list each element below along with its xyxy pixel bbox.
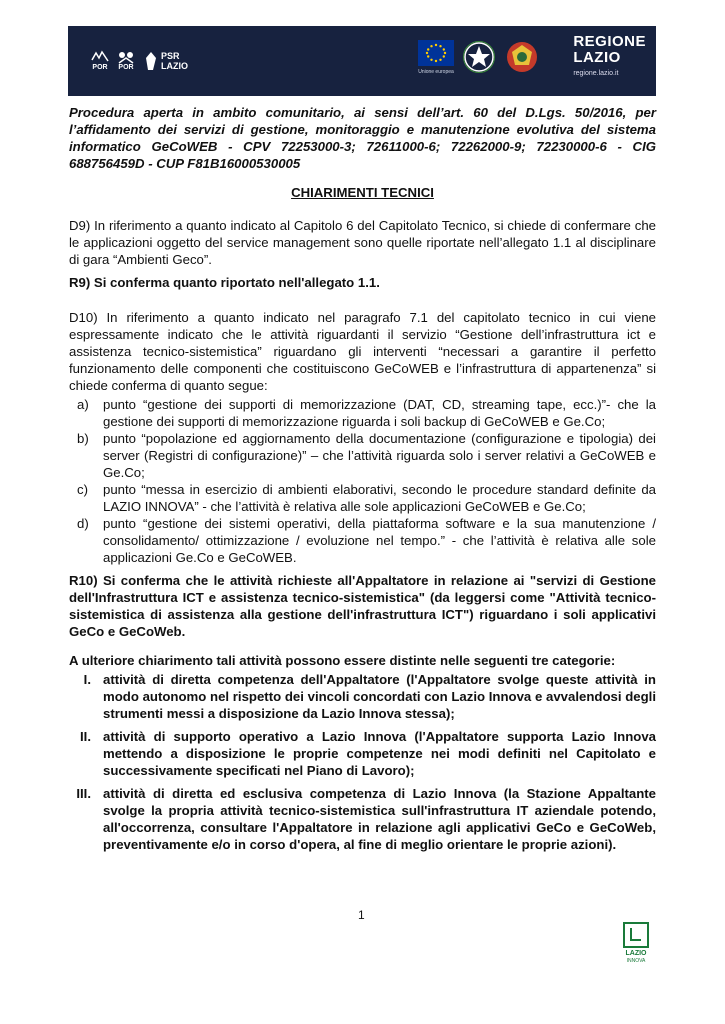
d10-list <box>69 396 656 566</box>
italian-republic-emblem <box>463 40 495 74</box>
page-title: CHIARIMENTI TECNICI <box>291 185 434 200</box>
question-d9: D9) In riferimento a quanto indicato al Capitolo 6 del Capitolato Tecnico, si chiede di confermare che le applicazioni oggetto del service management sono quelle riportate nell’allegato 1.1 al disciplinare di gara “Ambienti Geco”. <box>69 218 656 267</box>
list-item: d) punto “gestione dei sistemi operativi, della piattaforma software e la sua manutenzione / consolidamento/ ottimizzazione / evoluzione nel tempo.” - che l’attività è relativa alle sole applicazioni Ge.Co e GeCoWEB. <box>77 516 656 565</box>
categories-list <box>69 671 656 853</box>
list-item: b) punto “popolazione ed aggiornamento della documentazione (configurazione e tipologia) dei server (Registri di configurazione)” – che l’attività riguarda solo i server relativi a GeCoWEB e Ge.Co; <box>77 431 656 480</box>
answer-r9: R9) Si conferma quanto riportato nell'allegato 1.1. <box>69 275 380 290</box>
lazio-innova-logo: LAZIO INNOVA <box>618 922 654 964</box>
answer-r10: R10) Si conferma che le attività richieste all'Appaltatore in relazione ai "servizi di Gestione dell'Infrastruttura ICT e assistenza tecnico-sistemistica" (da leggersi come "Attività tecnico-sistemistica di assistenza alla gestione dell'infrastruttura ICT") riguardano i soli applicativi GeCo e GeCoWeb. <box>69 573 656 639</box>
fesr-logo: POR <box>90 50 110 72</box>
list-item: a) punto “gestione dei supporti di memorizzazione (DAT, CD, streaming tape, ecc.)”- che la gestione dei supporti di memorizzazione riguarda i soli backup di GeCoWEB e Ge.Co; <box>77 397 656 429</box>
procedure-intro: Procedura aperta in ambito comunitario, ai sensi dell’art. 60 del D.Lgs. 50/2016, per l’affidamento dei servizi di gestione, monitoraggio e manutenzione evolutiva del sistema informatico GeCoWEB - CPV 72253000-3; 72611000-6; 72262000-9; 72230000-6 - CIG 688756459D - CUP F81B16000530005 <box>69 105 656 171</box>
list-item: II. attività di supporto operativo a Lazio Innova (l'Appaltatore supporta Lazio Innova mettendo a disposizione le proprie competenze nei modi definiti nel Capitolato e successivamente specificati nel Piano di Lavoro); <box>80 729 656 778</box>
regione-lazio-emblem <box>505 40 539 74</box>
question-d10: D10) In riferimento a quanto indicato nel paragrafo 7.1 del capitolato tecnico in cui viene espressamente indicato che le attività riguardanti il servizio “Gestione dell’infrastruttura ict e assistenza tecnico-sistemistica” riguardano gli interventi “necessari a garantire il perfetto funzionamento delle componenti che costituiscono GeCoWEB e l’infrastruttura di appartenenza” si chiede conferma di quanto segue: <box>69 310 656 393</box>
answer-r10-intro: A ulteriore chiarimento tali attività possono essere distinte nelle seguenti tre categorie: <box>69 653 616 668</box>
document-body <box>69 104 656 859</box>
list-item: I. attività di diretta competenza dell'Appaltatore (l'Appaltatore svolge queste attività in modo autonomo nel rispetto dei vincoli concordati con Lazio Innova e avvalendosi degli strumenti messi a disposizione da Lazio Innova stessa); <box>83 672 656 721</box>
list-item: c) punto “messa in esercizio di ambienti elaborativi, secondo le procedure standard definite da LAZIO INNOVA” - che l’attività è relativa alle sole applicazioni GeCoWEB e Ge.Co; <box>77 482 656 514</box>
page-number: 1 <box>358 908 365 922</box>
regione-lazio-wordmark: REGIONE LAZIO regione.lazio.it <box>573 33 646 77</box>
psr-logo: PSR LAZIO <box>144 50 191 72</box>
list-item: III. attività di diretta ed esclusiva competenza di Lazio Innova (la Stazione Appaltante svolge la propria attività tecnico-sistemistica sull'infrastruttura IT aziendale potendo, all'occorrenza, consultare l'Appaltatore in relazione agli applicativi GeCo e GeCoWeb, preventivamente e/o in corso d'opera, al fine di meglio orientare le proprie azioni). <box>76 786 656 852</box>
fse-logo: POR <box>116 50 136 72</box>
eu-flag-logo: Unione europea <box>418 40 454 76</box>
header-banner <box>68 26 656 96</box>
